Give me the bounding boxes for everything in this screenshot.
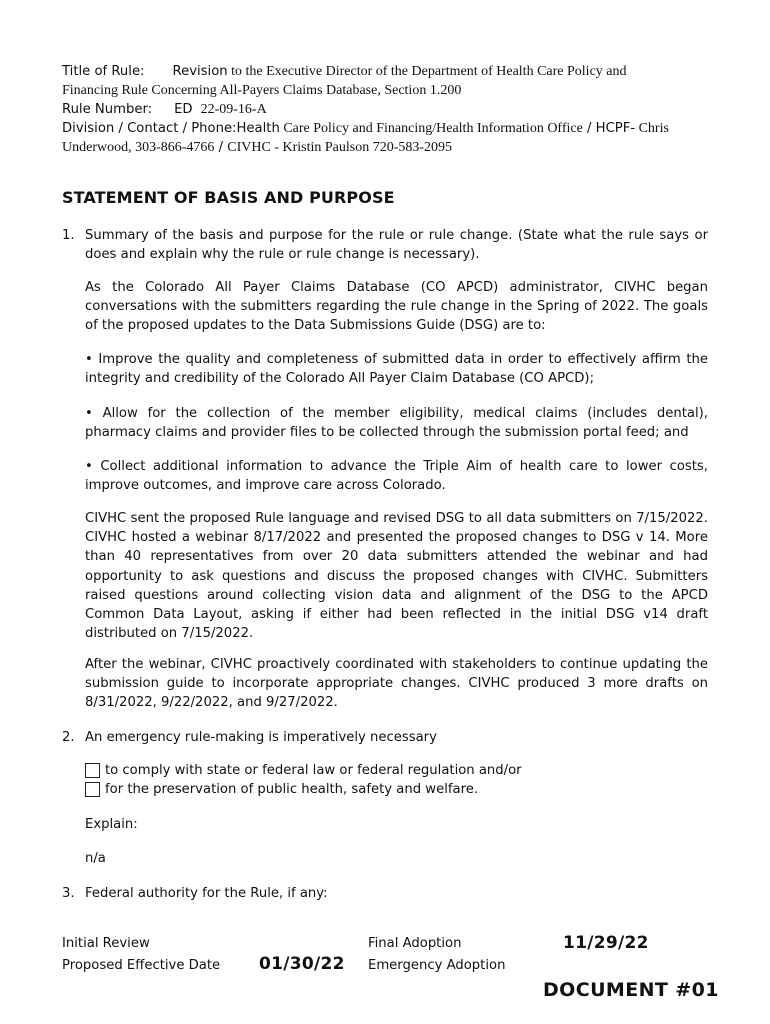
item2-number: 2. (62, 730, 75, 745)
explain-label: Explain: (85, 817, 138, 832)
section-heading: STATEMENT OF BASIS AND PURPOSE (62, 188, 395, 207)
checkbox-row-1 (85, 761, 522, 780)
item3-number: 3. (62, 886, 75, 901)
initial-review-label: Initial Review (62, 936, 150, 951)
final-adoption-label: Final Adoption (368, 936, 462, 951)
division-rest: Care Policy and Financing/Health Information Office (279, 121, 583, 136)
item1-bullet3: • Collect additional information to advance the Triple Aim of health care to lower costs, improve outcomes, and improve care across Colorado. (85, 459, 708, 494)
item1-para1: As the Colorado All Payer Claims Database (CO APCD) administrator, CIVHC began conversations with the submitters regarding the rule change in the Spring of 2022. The goals of the proposed updates to the Data Submissions Guide (DSG) are to: (85, 280, 708, 334)
item1-intro: Summary of the basis and purpose for the rule or rule change. (State what the rule says or does and explain why the rule or rule change is necessary). (85, 228, 708, 263)
comply-law-checkbox[interactable] (85, 763, 100, 778)
proposed-effective-label: Proposed Effective Date (62, 958, 221, 973)
public-health-checkbox[interactable] (85, 782, 100, 797)
item1-number: 1. (62, 228, 75, 243)
proposed-effective-value: 01/30/22 (259, 954, 345, 974)
checkbox2-label: for the preservation of public health, safety and welfare. (105, 782, 479, 797)
item1-bullet1: • Improve the quality and completeness of submitted data in order to effectively affirm the integrity and credibility of the Colorado All Payer Claim Database (CO APCD); (85, 352, 708, 387)
division-sep: / HCPF- (582, 121, 636, 136)
division-line-2 (62, 138, 712, 157)
title-line-2 (62, 81, 712, 100)
division-line2-sep: / (214, 140, 228, 155)
emergency-adoption-label: Emergency Adoption (368, 958, 506, 973)
division-line2-a: Underwood, 303-866-4766 (62, 140, 215, 155)
document-number: DOCUMENT #01 (543, 979, 719, 1001)
title-label: Title of Rule: (62, 64, 145, 79)
division-contact1: Chris (635, 121, 669, 136)
item1-bullet2: • Allow for the collection of the member eligibility, medical claims (includes dental), pharmacy claims and provider files to be collected through the submission portal feed; and (85, 406, 708, 441)
rule-number-prefix: ED (174, 102, 193, 117)
item1-para3: After the webinar, CIVHC proactively coordinated with stakeholders to continue updating the submission guide to incorporate appropriate changes. CIVHC produced 3 more drafts on 8/31/2022, 9/22/2022, and 9/27/2022. (85, 657, 708, 711)
rule-number-value: 22-09-16-A (200, 102, 267, 117)
division-word: Health (236, 121, 280, 136)
rule-number-line (62, 100, 712, 119)
final-adoption-value: 11/29/22 (563, 933, 649, 953)
title-value-line2: Financing Rule Concerning All-Payers Claims Database, Section 1.200 (62, 83, 462, 98)
item1-para2: CIVHC sent the proposed Rule language and revised DSG to all data submitters on 7/15/2022. CIVHC hosted a webinar 8/17/2022 and presented the proposed changes to DSG v 14. More than 40 representatives from over 20 data submitters attended the webinar and had opportunity to ask questions and discuss the proposed changes with CIVHC. Submitters raised questions around collecting vision data and alignment of the DSG to the APCD Common Data Layout, asking if either had been reflected in the initial DSG v14 draft distributed on 7/15/2022. (85, 511, 708, 642)
item3-text: Federal authority for the Rule, if any: (85, 886, 328, 901)
rule-number-label: Rule Number: (62, 102, 153, 117)
division-label: Division / Contact / Phone: (62, 121, 237, 136)
title-of-rule-line (62, 62, 712, 81)
title-value-rest: to the Executive Director of the Department of Health Care Policy and (227, 64, 627, 79)
checkbox-row-2 (85, 780, 478, 799)
explain-value: n/a (85, 851, 106, 866)
division-line (62, 119, 712, 138)
division-line2-b: CIVHC - Kristin Paulson 720-583-2095 (227, 140, 453, 155)
item2-text: An emergency rule-making is imperatively necessary (85, 730, 437, 745)
title-value-word: Revision (172, 64, 228, 79)
checkbox1-label: to comply with state or federal law or federal regulation and/or (105, 763, 522, 778)
